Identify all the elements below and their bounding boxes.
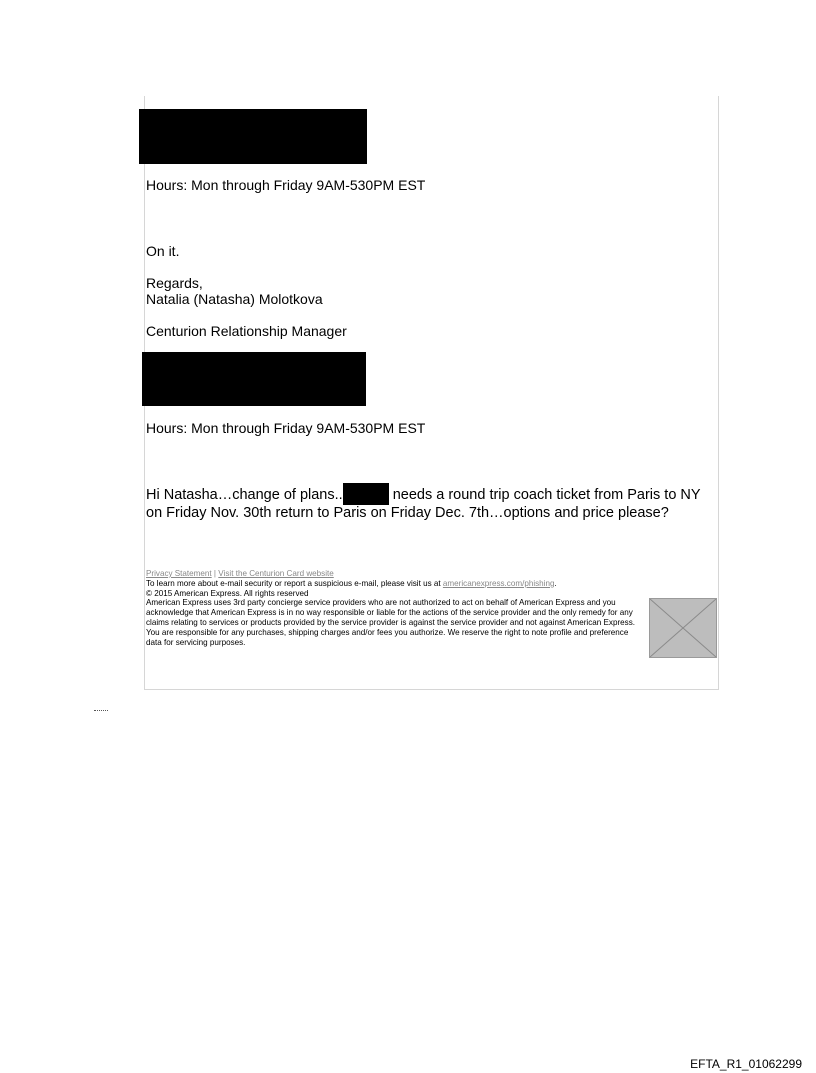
page-mark: [94, 706, 108, 711]
phishing-link[interactable]: americanexpress.com/phishing: [442, 578, 555, 588]
message-part-2: needs a round trip coach ticket from Paris to NY on Friday Nov. 30th return to Paris on Friday Dec. 7th…options and price please?: [146, 487, 701, 521]
security-notice: [146, 579, 646, 589]
redacted-name: [343, 483, 389, 505]
security-text: To learn more about e-mail security or report a suspicious e-mail, please visit us at: [146, 578, 443, 588]
footer-links: [146, 569, 646, 579]
original-message: [146, 483, 716, 522]
regards-text: Regards,: [146, 275, 203, 291]
broken-image-icon: [649, 598, 717, 658]
link-separator: |: [211, 569, 219, 578]
email-footer: [146, 569, 646, 647]
centurion-website-link[interactable]: Visit the Centurion Card website: [218, 569, 334, 578]
hours-text: Hours: Mon through Friday 9AM-530PM EST: [146, 177, 426, 193]
disclaimer-text: American Express uses 3rd party concierge service providers who are not authorized to act on behalf of American Express and you acknowledge that American Express is in no way responsible or liable for the actions of the service provider and the only remedy for any claims relating to services or products provided by the service provider is against the service provider and not against American Express. You are responsible for any purchases, shipping charges and/or fees you authorize. We reserve the right to note profile and preference data for servicing purposes.: [146, 598, 636, 647]
privacy-statement-link[interactable]: Privacy Statement: [146, 569, 212, 578]
document-id: EFTA_R1_01062299: [690, 1057, 802, 1071]
copyright-text: © 2015 American Express. All rights reserved: [146, 588, 309, 598]
sender-title: Centurion Relationship Manager: [146, 323, 347, 339]
security-end: .: [554, 578, 557, 588]
sender-name: Natalia (Natasha) Molotkova: [146, 291, 323, 307]
hours-text: Hours: Mon through Friday 9AM-530PM EST: [146, 420, 426, 436]
reply-body: On it.: [146, 243, 180, 259]
redacted-signature-block: [139, 109, 367, 164]
message-part-1: Hi Natasha…change of plans..: [146, 487, 343, 503]
redacted-signature-block: [142, 352, 366, 406]
